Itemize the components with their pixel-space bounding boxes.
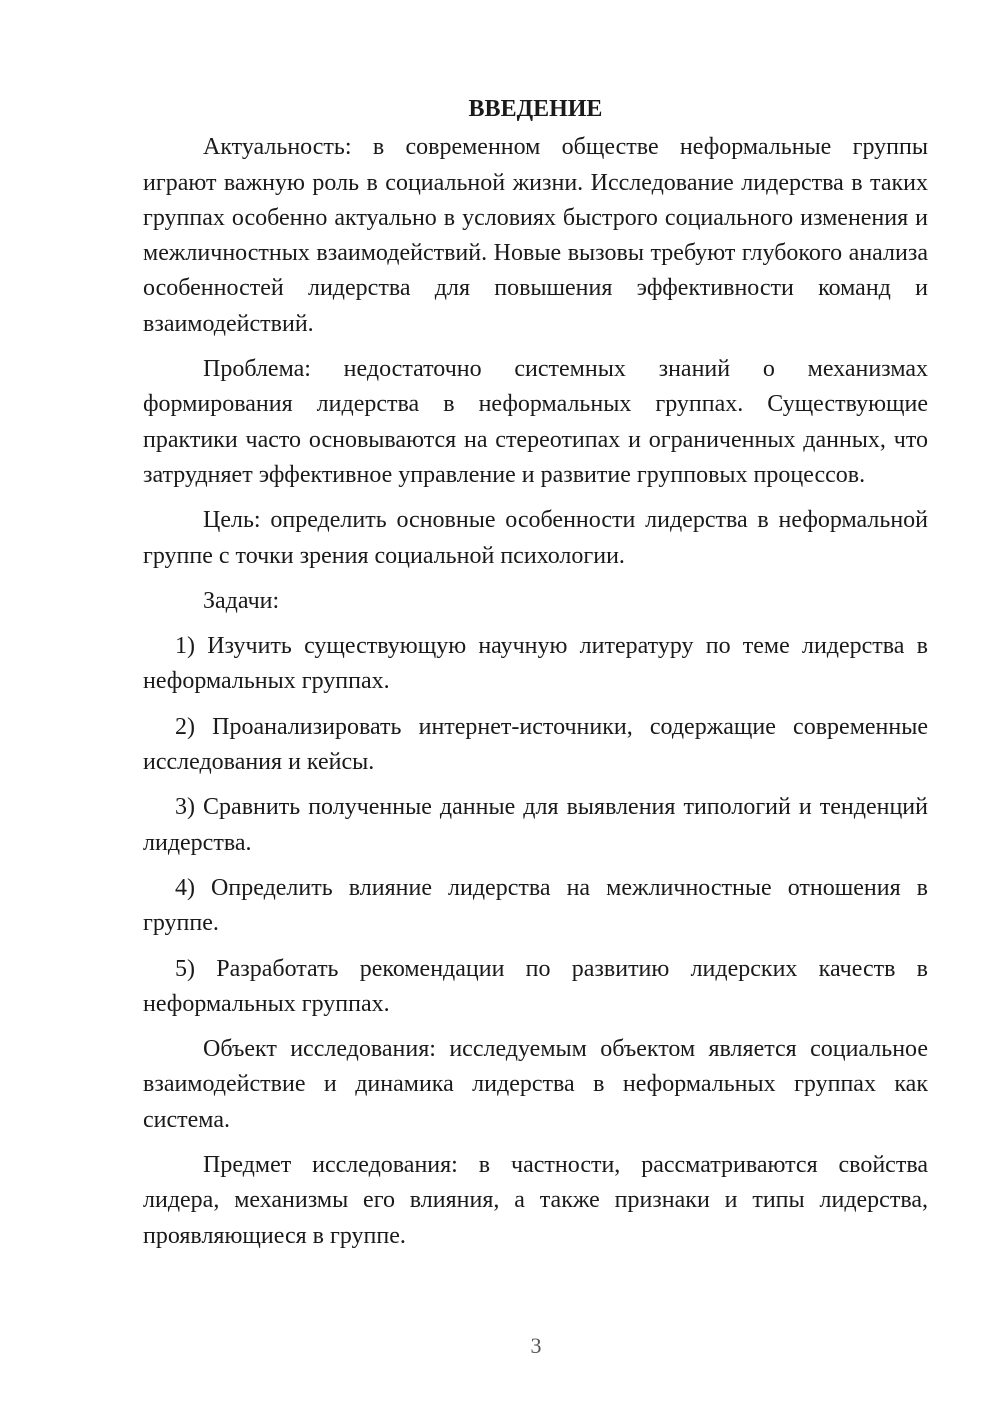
relevance-paragraph: Актуальность: в современном обществе неформальные группы играют важную роль в социальной жизни. Исследование лидерства в таких группах особенно актуально в условиях быстрого социального изменения и межличностных взаимодействий. Новые вызовы требуют глубокого анализа особенностей лидерства для повышения эффективности команд и взаимодействий. bbox=[143, 134, 928, 337]
document-body bbox=[143, 92, 928, 1264]
problem-paragraph: Проблема: недостаточно системных знаний о механизмах формирования лидерства в неформальных группах. Существующие практики часто основываются на стереотипах и ограниченных данных, что затрудняет эффективное управление и развитие групповых процессов. bbox=[143, 356, 928, 488]
task-item-5: 5) Разработать рекомендации по развитию лидерских качеств в неформальных группах. bbox=[143, 955, 928, 1017]
task-item-1: 1) Изучить существующую научную литературу по теме лидерства в неформальных группах. bbox=[143, 633, 928, 695]
section-title: ВВЕДЕНИЕ bbox=[468, 96, 603, 122]
object-paragraph: Объект исследования: исследуемым объектом является социальное взаимодействие и динамика лидерства в неформальных группах как система. bbox=[143, 1036, 928, 1133]
task-item-3: 3) Сравнить полученные данные для выявления типологий и тенденций лидерства. bbox=[143, 794, 928, 856]
goal-paragraph: Цель: определить основные особенности лидерства в неформальной группе с точки зрения социальной психологии. bbox=[143, 507, 928, 569]
task-item-4: 4) Определить влияние лидерства на межличностные отношения в группе. bbox=[143, 874, 928, 937]
task-item-2: 2) Проанализировать интернет-источники, содержащие современные исследования и кейсы. bbox=[143, 713, 928, 776]
subject-paragraph: Предмет исследования: в частности, рассматриваются свойства лидера, механизмы его влияния, а также признаки и типы лидерства, проявляющиеся в группе. bbox=[143, 1152, 928, 1249]
page-number: 3 bbox=[530, 1333, 542, 1358]
tasks-heading: Задачи: bbox=[203, 587, 280, 614]
